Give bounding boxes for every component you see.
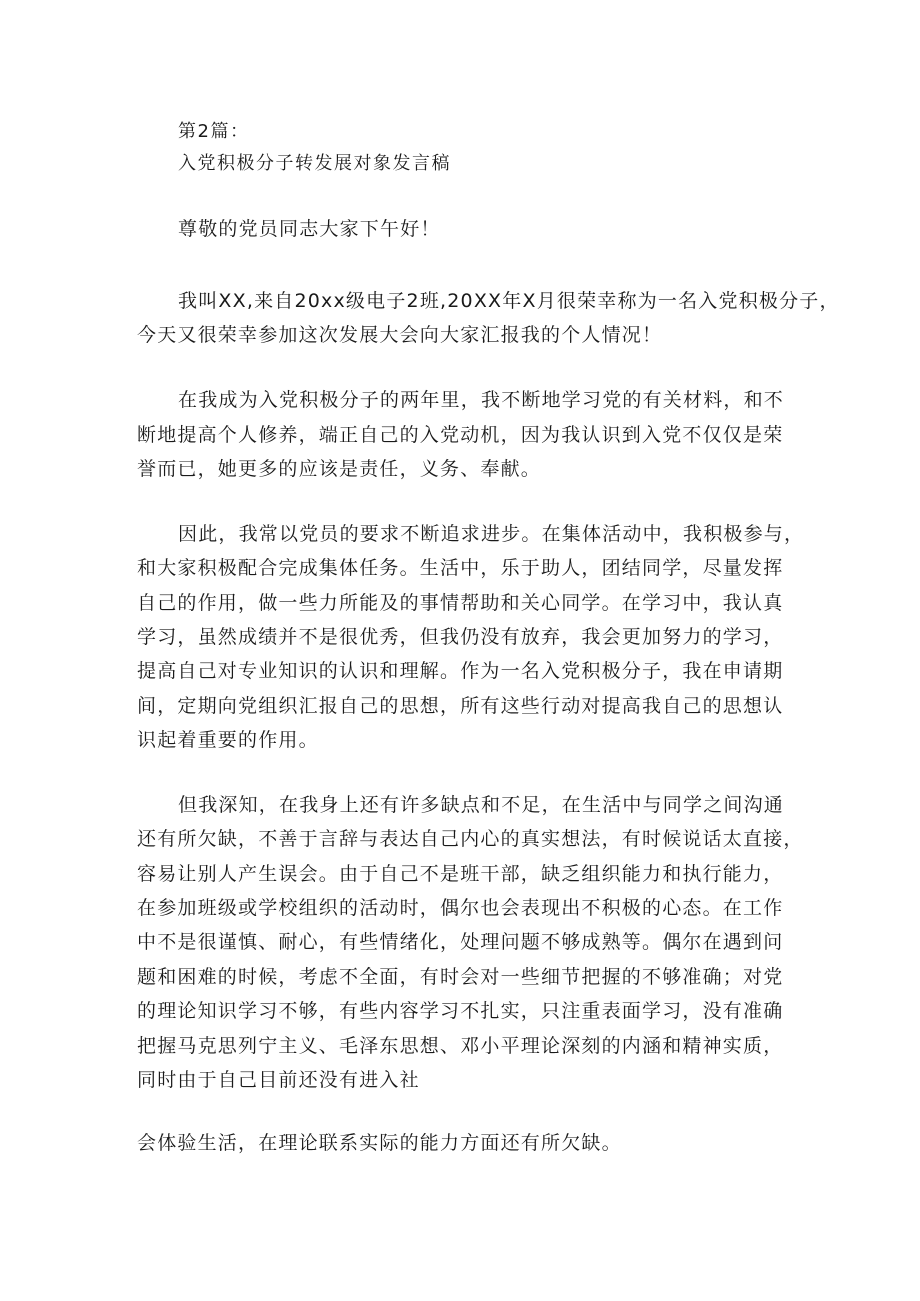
paragraph-4-line-7: 的理论知识学习不够，有些内容学习不扎实，只注重表面学习，没有准确 <box>137 1000 784 1022</box>
section-label: 第2篇： <box>178 121 250 142</box>
paragraph-3-line-4: 学习，虽然成绩并不是很优秀，但我仍没有放弃，我会更加努力的学习， <box>137 626 784 648</box>
paragraph-3-line-6: 间，定期向党组织汇报自己的思想，所有这些行动对提高我自己的思想认 <box>137 695 784 717</box>
paragraph-3-line-3: 自己的作用，做一些力所能及的事情帮助和关心同学。在学习中，我认真 <box>137 592 784 614</box>
paragraph-1-line-1: 我叫XX,来自20xx级电子2班,20XX年X月很荣幸称为一名入党积极分子， <box>178 290 840 312</box>
paragraph-4-line-2: 还有所欠缺，不善于言辞与表达自己内心的真实想法，有时候说话太直接， <box>137 828 804 850</box>
paragraph-4-line-4: 在参加班级或学校组织的活动时，偶尔也会表现出不积极的心态。在工作 <box>137 897 784 919</box>
paragraph-3-line-2: 和大家积极配合完成集体任务。生活中，乐于助人，团结同学，尽量发挥 <box>137 557 784 579</box>
paragraph-4-line-5: 中不是很谨慎、耐心，有些情绪化，处理问题不够成熟等。偶尔在遇到问 <box>137 931 784 953</box>
paragraph-1-line-2: 今天又很荣幸参加这次发展大会向大家汇报我的个人情况！ <box>137 324 663 346</box>
paragraph-4-line-3: 容易让别人产生误会。由于自己不是班干部，缺乏组织能力和执行能力， <box>137 863 784 885</box>
paragraph-2-line-1: 在我成为入党积极分子的两年里，我不断地学习党的有关材料，和不 <box>178 389 785 411</box>
paragraph-3-line-7: 识起着重要的作用。 <box>137 729 319 751</box>
paragraph-2-line-3: 誉而已，她更多的应该是责任，义务、奉献。 <box>137 458 542 480</box>
document-title: 入党积极分子转发展对象发言稿 <box>178 153 451 174</box>
paragraph-4-line-9: 同时由于自己目前还没有进入社 <box>137 1069 420 1091</box>
paragraph-3-line-1: 因此，我常以党员的要求不断追求进步。在集体活动中，我积极参与， <box>178 523 805 545</box>
paragraph-3-line-5: 提高自己对专业知识的认识和理解。作为一名入党积极分子，我在申请期 <box>137 660 784 682</box>
paragraph-4-line-8: 把握马克思列宁主义、毛泽东思想、邓小平理论深刻的内涵和精神实质， <box>137 1035 784 1057</box>
continuation-line: 会体验生活，在理论联系实际的能力方面还有所欠缺。 <box>137 1132 622 1154</box>
greeting: 尊敬的党员同志大家下午好！ <box>178 218 441 240</box>
paragraph-2-line-2: 断地提高个人修养，端正自己的入党动机，因为我认识到入党不仅仅是荣 <box>137 424 784 446</box>
paragraph-4-line-6: 题和困难的时候，考虑不全面，有时会对一些细节把握的不够准确；对党 <box>137 966 784 988</box>
paragraph-4-line-1: 但我深知，在我身上还有许多缺点和不足，在生活中与同学之间沟通 <box>178 794 785 816</box>
